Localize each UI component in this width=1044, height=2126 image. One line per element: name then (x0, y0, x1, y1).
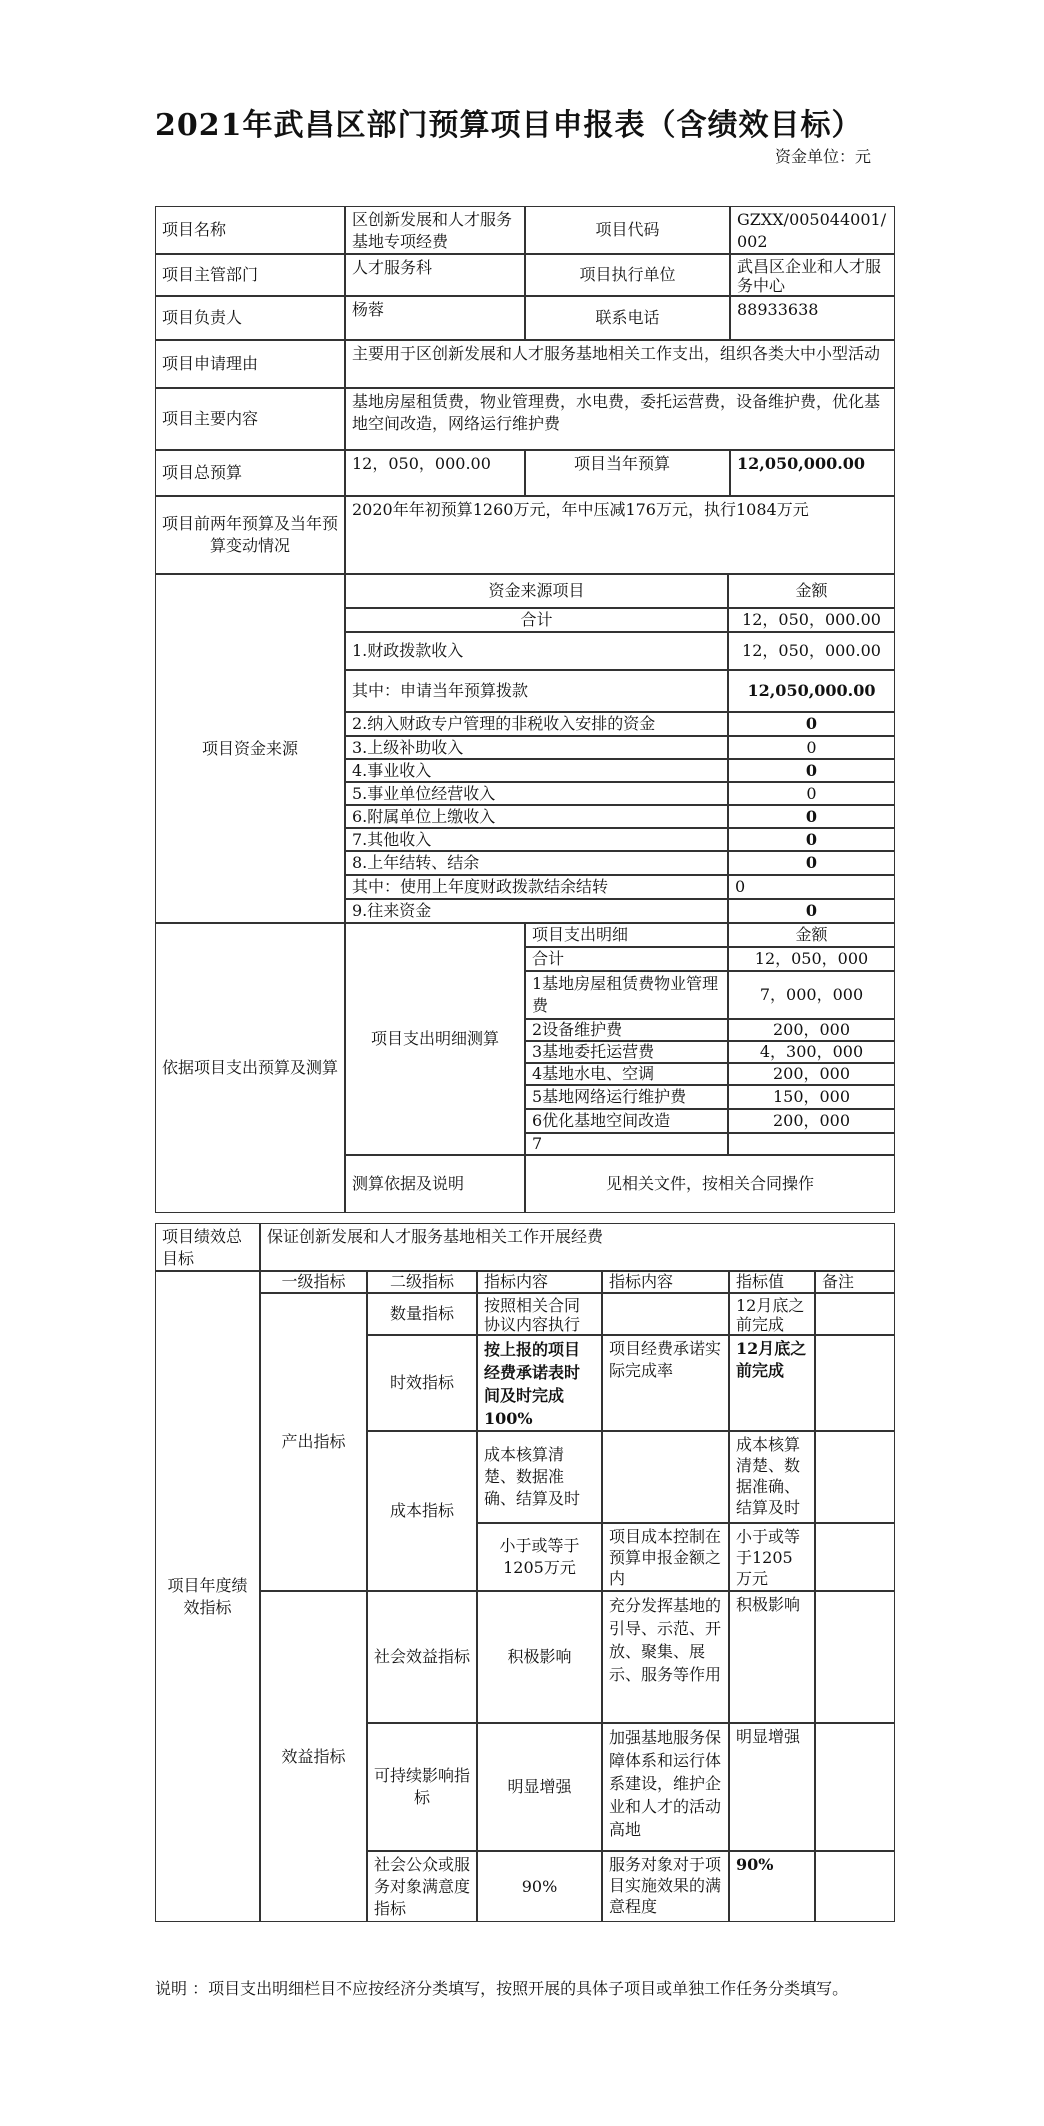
funding-row-name: 3.上级补助收入 (345, 736, 728, 759)
project-code-label: 项目代码 (525, 206, 730, 254)
expense-row-name: 2设备维护费 (525, 1019, 728, 1041)
expense-col-amount: 金额 (728, 923, 895, 947)
quantity-content: 按照相关合同协议内容执行 (477, 1293, 602, 1335)
expense-row-name: 6优化基地空间改造 (525, 1109, 728, 1133)
timeliness-content: 按上报的项目经费承诺表时间及时完成100% (477, 1335, 602, 1431)
funding-row-name: 9.往来资金 (345, 899, 728, 923)
funding-row-amount: 12，050，000.00 (728, 608, 895, 632)
quantity-remark (815, 1293, 895, 1335)
expense-row-amount: 150，000 (728, 1085, 895, 1109)
cost-remark-b (815, 1523, 895, 1591)
project-name-value: 区创新发展和人才服务基地专项经费 (345, 206, 525, 254)
phone-value: 88933638 (730, 296, 895, 340)
funding-col-item: 资金来源项目 (345, 574, 728, 608)
funding-row-amount: 0 (728, 712, 895, 736)
quantity-content2 (602, 1293, 729, 1335)
basis-label: 测算依据及说明 (345, 1155, 525, 1213)
expense-row-amount (728, 1133, 895, 1155)
funding-row-amount: 0 (728, 875, 895, 899)
cost-content2-a (602, 1431, 729, 1523)
funding-row-name: 合计 (345, 608, 728, 632)
header-level2: 二级指标 (367, 1271, 477, 1293)
funding-row-name: 其中：使用上年度财政拨款结余结转 (345, 875, 728, 899)
satisfaction-content: 90% (477, 1851, 602, 1922)
funding-row-name: 4.事业收入 (345, 759, 728, 782)
timeliness-indicator-label: 时效指标 (367, 1335, 477, 1431)
total-budget-value: 12，050，000.00 (345, 450, 525, 496)
funding-row-name: 5.事业单位经营收入 (345, 782, 728, 805)
funding-row-name: 7.其他收入 (345, 828, 728, 851)
timeliness-remark (815, 1335, 895, 1431)
exec-unit-label: 项目执行单位 (525, 254, 730, 296)
exec-unit-value: 武昌区企业和人才服务中心 (730, 254, 895, 296)
satisfaction-indicator-label: 社会公众或服务对象满意度指标 (367, 1851, 477, 1922)
phone-label: 联系电话 (525, 296, 730, 340)
sustain-indicator-label: 可持续影响指标 (367, 1723, 477, 1851)
expense-row-amount: 200，000 (728, 1019, 895, 1041)
expense-row-name: 合计 (525, 947, 728, 971)
expense-row-amount: 12，050，000 (728, 947, 895, 971)
social-remark (815, 1591, 895, 1723)
satisfaction-content2: 服务对象对于项目实施效果的满意程度 (602, 1851, 729, 1922)
expense-row-amount: 200，000 (728, 1109, 895, 1133)
timeliness-content2: 项目经费承诺实际完成率 (602, 1335, 729, 1431)
cost-value-b: 小于或等于1205万元 (729, 1523, 815, 1591)
expense-row-name: 7 (525, 1133, 728, 1155)
currency-unit: 资金单位：元 (775, 147, 872, 166)
satisfaction-remark (815, 1851, 895, 1922)
sustain-content: 明显增强 (477, 1723, 602, 1851)
funding-row-amount: 0 (728, 851, 895, 875)
cost-remark-a (815, 1431, 895, 1523)
reason-value: 主要用于区创新发展和人才服务基地相关工作支出，组织各类大中小型活动 (345, 340, 895, 388)
social-value: 积极影响 (729, 1591, 815, 1723)
sustain-value: 明显增强 (729, 1723, 815, 1851)
expense-row-amount: 7，000，000 (728, 971, 895, 1019)
quantity-indicator-label: 数量指标 (367, 1293, 477, 1335)
expense-detail-label: 项目支出明细测算 (345, 923, 525, 1155)
cost-content-b: 小于或等于1205万元 (477, 1523, 602, 1591)
funding-row-amount: 0 (728, 805, 895, 828)
timeliness-value: 12月底之前完成 (729, 1335, 815, 1431)
header-content2: 指标内容 (602, 1271, 729, 1293)
sustain-remark (815, 1723, 895, 1851)
funding-row-amount: 12，050，000.00 (728, 632, 895, 670)
funding-row-name: 8.上年结转、结余 (345, 851, 728, 875)
funding-row-amount: 0 (728, 782, 895, 805)
budget-change-value: 2020年年初预算1260万元，年中压减176万元，执行1084万元 (345, 496, 895, 574)
header-content: 指标内容 (477, 1271, 602, 1293)
project-name-label: 项目名称 (155, 206, 345, 254)
total-budget-label: 项目总预算 (155, 450, 345, 496)
funding-source-label: 项目资金来源 (155, 574, 345, 923)
leader-label: 项目负责人 (155, 296, 345, 340)
expense-row-name: 5基地网络运行维护费 (525, 1085, 728, 1109)
perf-goal-label: 项目绩效总目标 (155, 1223, 260, 1271)
project-code-value: GZXX/005044001/002 (730, 206, 895, 254)
satisfaction-value: 90% (729, 1851, 815, 1922)
year-budget-value: 12,050,000.00 (730, 450, 895, 496)
expense-row-name: 1基地房屋租赁费物业管理费 (525, 971, 728, 1019)
header-level1: 一级指标 (260, 1271, 367, 1293)
funding-row-amount: 0 (728, 736, 895, 759)
funding-row-amount: 0 (728, 759, 895, 782)
header-remark: 备注 (815, 1271, 895, 1293)
reason-label: 项目申请理由 (155, 340, 345, 388)
social-content: 积极影响 (477, 1591, 602, 1723)
expense-row-amount: 4，300，000 (728, 1041, 895, 1063)
expense-row-amount: 200，000 (728, 1063, 895, 1085)
expense-basis-label: 依据项目支出预算及测算 (155, 923, 345, 1213)
cost-content-a: 成本核算清楚、数据准确、结算及时 (477, 1431, 602, 1523)
year-budget-label: 项目当年预算 (525, 450, 730, 496)
dept-value: 人才服务科 (345, 254, 525, 296)
funding-row-amount: 0 (728, 899, 895, 923)
page-title: 2021年武昌区部门预算项目申报表（含绩效目标） (155, 108, 863, 143)
output-indicator-label: 产出指标 (260, 1293, 367, 1591)
funding-row-name: 2.纳入财政专户管理的非税收入安排的资金 (345, 712, 728, 736)
header-value: 指标值 (729, 1271, 815, 1293)
funding-row-name: 其中：申请当年预算拨款 (345, 670, 728, 712)
expense-col-item: 项目支出明细 (525, 923, 728, 947)
funding-col-amount: 金额 (728, 574, 895, 608)
content-value: 基地房屋租赁费，物业管理费，水电费，委托运营费，设备维护费，优化基地空间改造，网络运行维护费 (345, 388, 895, 450)
benefit-indicator-label: 效益指标 (260, 1591, 367, 1922)
cost-content2-b: 项目成本控制在预算申报金额之内 (602, 1523, 729, 1591)
social-content2: 充分发挥基地的引导、示范、开放、聚集、展示、服务等作用 (602, 1591, 729, 1723)
funding-row-name: 1.财政拨款收入 (345, 632, 728, 670)
cost-value-a: 成本核算清楚、数据准确、结算及时 (729, 1431, 815, 1523)
budget-change-label: 项目前两年预算及当年预算变动情况 (155, 496, 345, 574)
sustain-content2: 加强基地服务保障体系和运行体系建设，维护企业和人才的活动高地 (602, 1723, 729, 1851)
quantity-value: 12月底之前完成 (729, 1293, 815, 1335)
dept-label: 项目主管部门 (155, 254, 345, 296)
leader-value: 杨蓉 (345, 296, 525, 340)
expense-row-name: 4基地水电、空调 (525, 1063, 728, 1085)
funding-row-amount: 0 (728, 828, 895, 851)
funding-row-name: 6.附属单位上缴收入 (345, 805, 728, 828)
basis-value: 见相关文件，按相关合同操作 (525, 1155, 895, 1213)
expense-row-name: 3基地委托运营费 (525, 1041, 728, 1063)
annual-perf-label: 项目年度绩效指标 (155, 1271, 260, 1922)
footnote: 说明 ：项目支出明细栏目不应按经济分类填写，按照开展的具体子项目或单独工作任务分类填写。 (155, 1979, 849, 1998)
funding-row-amount: 12,050,000.00 (728, 670, 895, 712)
perf-goal-value: 保证创新发展和人才服务基地相关工作开展经费 (260, 1223, 895, 1271)
cost-indicator-label: 成本指标 (367, 1431, 477, 1591)
content-label: 项目主要内容 (155, 388, 345, 450)
social-indicator-label: 社会效益指标 (367, 1591, 477, 1723)
